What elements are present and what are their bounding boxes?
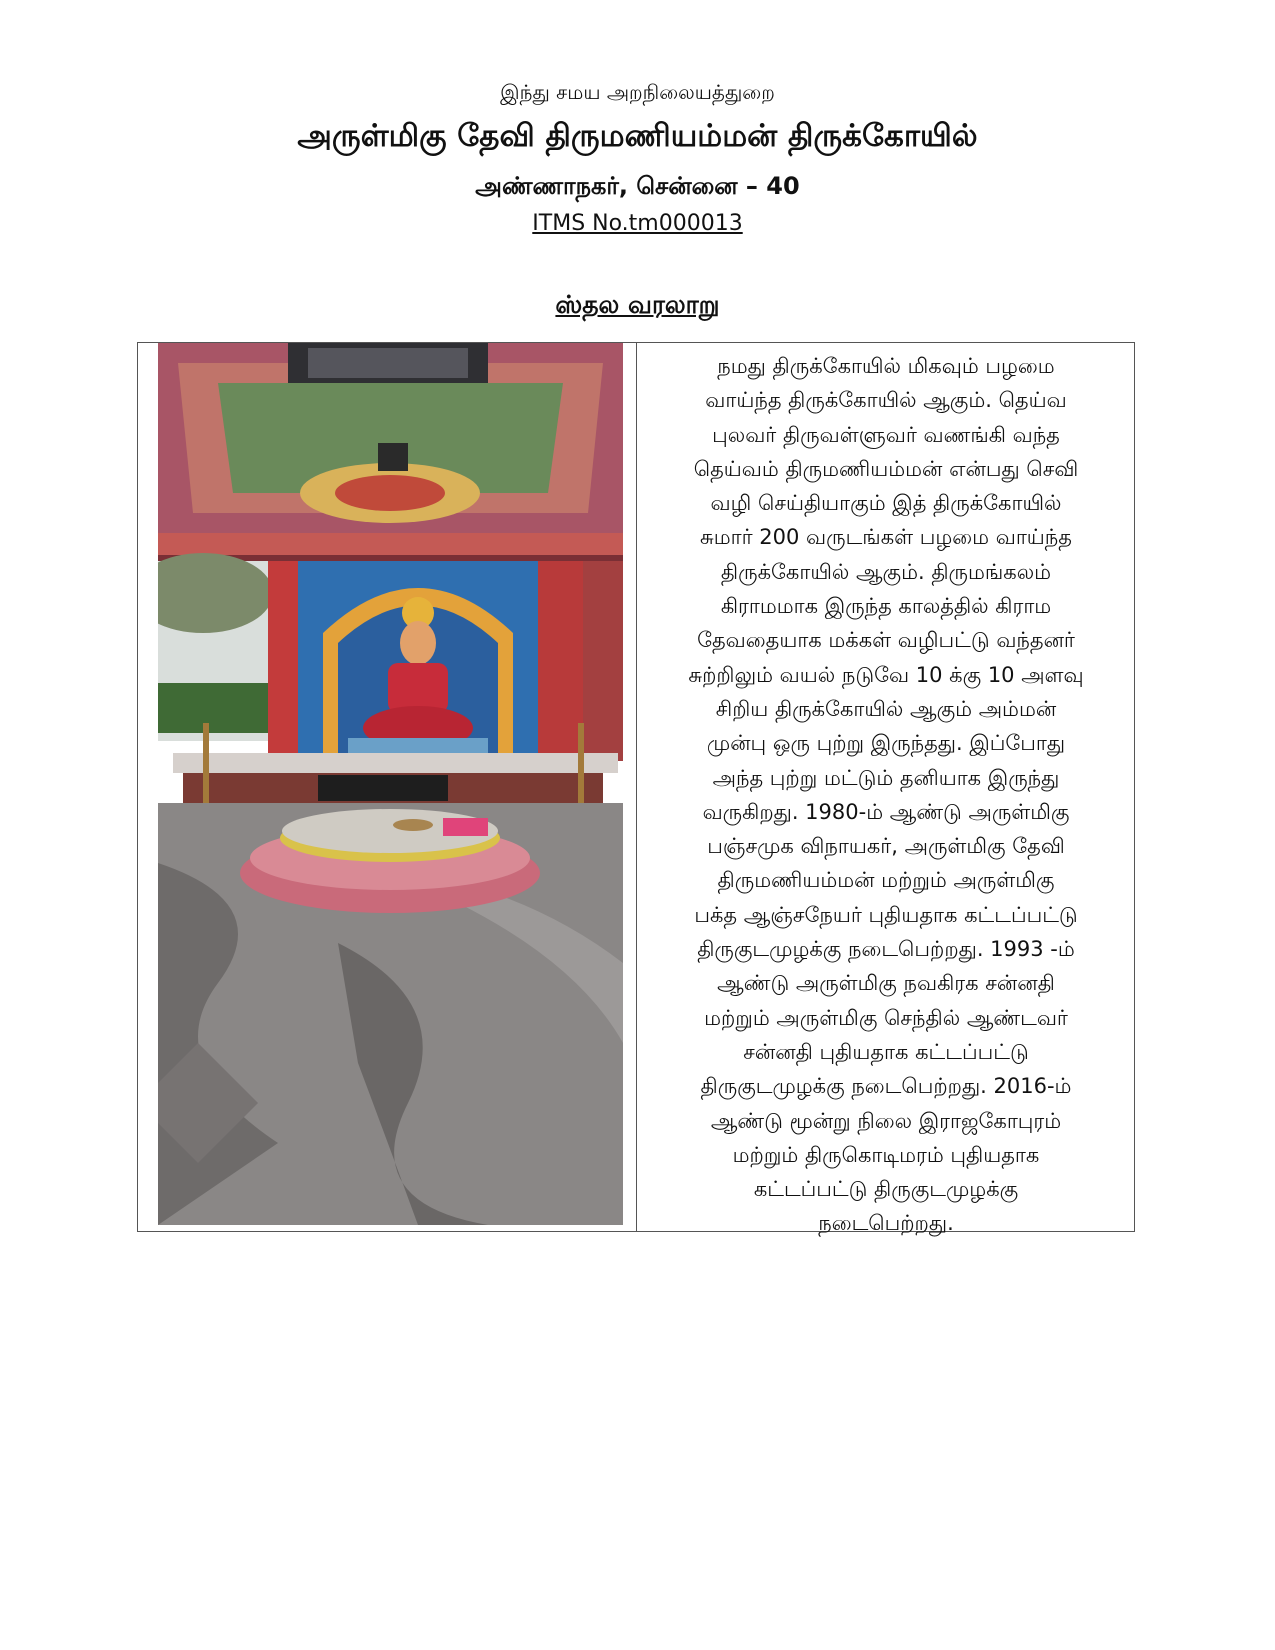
history-line: மற்றும் திருகொடிமரம் புதியதாக bbox=[732, 1142, 1040, 1167]
history-line: வழி செய்தியாகும் இத் திருக்கோயில் bbox=[710, 491, 1062, 516]
history-line: திருகுடமுழக்கு நடைபெற்றது. 2016-ம் bbox=[700, 1074, 1072, 1099]
content-table bbox=[137, 342, 1135, 1236]
history-line: கிராமமாக இருந்த காலத்தில் கிராம bbox=[720, 594, 1052, 619]
history-text bbox=[638, 349, 1134, 1241]
history-line: வருகிறது. 1980-ம் ஆண்டு அருள்மிகு bbox=[702, 799, 1070, 824]
history-line: தேவதையாக மக்கள் வழிபட்டு வந்தனர் bbox=[697, 628, 1075, 653]
section-heading-text: ஸ்தல வரலாறு bbox=[555, 290, 720, 319]
history-line: ஆண்டு அருள்மிகு நவகிரக சன்னதி bbox=[717, 971, 1055, 996]
history-line: சன்னதி புதியதாக கட்டப்பட்டு bbox=[743, 1039, 1029, 1064]
history-line: பக்த ஆஞ்சநேயர் புதியதாக கட்டப்பட்டு bbox=[694, 902, 1078, 927]
history-line: மற்றும் அருள்மிகு செந்தில் ஆண்டவர் bbox=[704, 1005, 1068, 1030]
history-line: வாய்ந்த திருக்கோயில் ஆகும். தெய்வ bbox=[705, 388, 1067, 413]
itms-number bbox=[0, 211, 1275, 236]
history-line: ஆண்டு மூன்று நிலை இராஜகோபுரம் bbox=[710, 1108, 1062, 1133]
temple-location: அண்ணாநகர், சென்னை – 40 bbox=[475, 172, 800, 200]
history-line: புலவர் திருவள்ளுவர் வணங்கி வந்த bbox=[712, 422, 1060, 447]
history-line: தெய்வம் திருமணியம்மன் என்பது செவி bbox=[693, 456, 1079, 481]
history-line: சிறிய திருக்கோயில் ஆகும் அம்மன் bbox=[715, 696, 1057, 721]
history-line: நடைபெற்றது. bbox=[818, 1211, 954, 1236]
history-line: திருகுடமுழக்கு நடைபெற்றது. 1993 -ம் bbox=[697, 937, 1075, 962]
history-line: திருமணியம்மன் மற்றும் அருள்மிகு bbox=[717, 868, 1055, 893]
history-line: சுமார் 200 வருடங்கள் பழமை வாய்ந்த bbox=[700, 525, 1072, 550]
itms-number-text: ITMS No.tm000013 bbox=[532, 211, 743, 236]
history-line: பஞ்சமுக விநாயகர், அருள்மிகு தேவி bbox=[707, 834, 1065, 859]
temple-title: அருள்மிகு தேவி திருமணியம்மன் திருக்கோயில் bbox=[297, 118, 978, 154]
temple-photo-illustration bbox=[158, 343, 623, 1225]
history-line: முன்பு ஒரு புற்று இருந்தது. இப்போது bbox=[706, 731, 1066, 756]
temple-shrine-photo bbox=[158, 343, 623, 1225]
history-line: திருக்கோயில் ஆகும். திருமங்கலம் bbox=[720, 559, 1052, 584]
history-line: கட்டப்பட்டு திருகுடமுழக்கு bbox=[753, 1177, 1019, 1202]
section-heading bbox=[0, 290, 1275, 323]
history-line: நமது திருக்கோயில் மிகவும் பழமை bbox=[717, 354, 1055, 378]
department-name: இந்து சமய அறநிலையத்துறை bbox=[500, 80, 775, 104]
column-divider bbox=[636, 343, 637, 1231]
history-line: சுற்றிலும் வயல் நடுவே 10 க்கு 10 அளவு bbox=[688, 662, 1084, 687]
history-line: அந்த புற்று மட்டும் தனியாக இருந்து bbox=[712, 765, 1060, 790]
